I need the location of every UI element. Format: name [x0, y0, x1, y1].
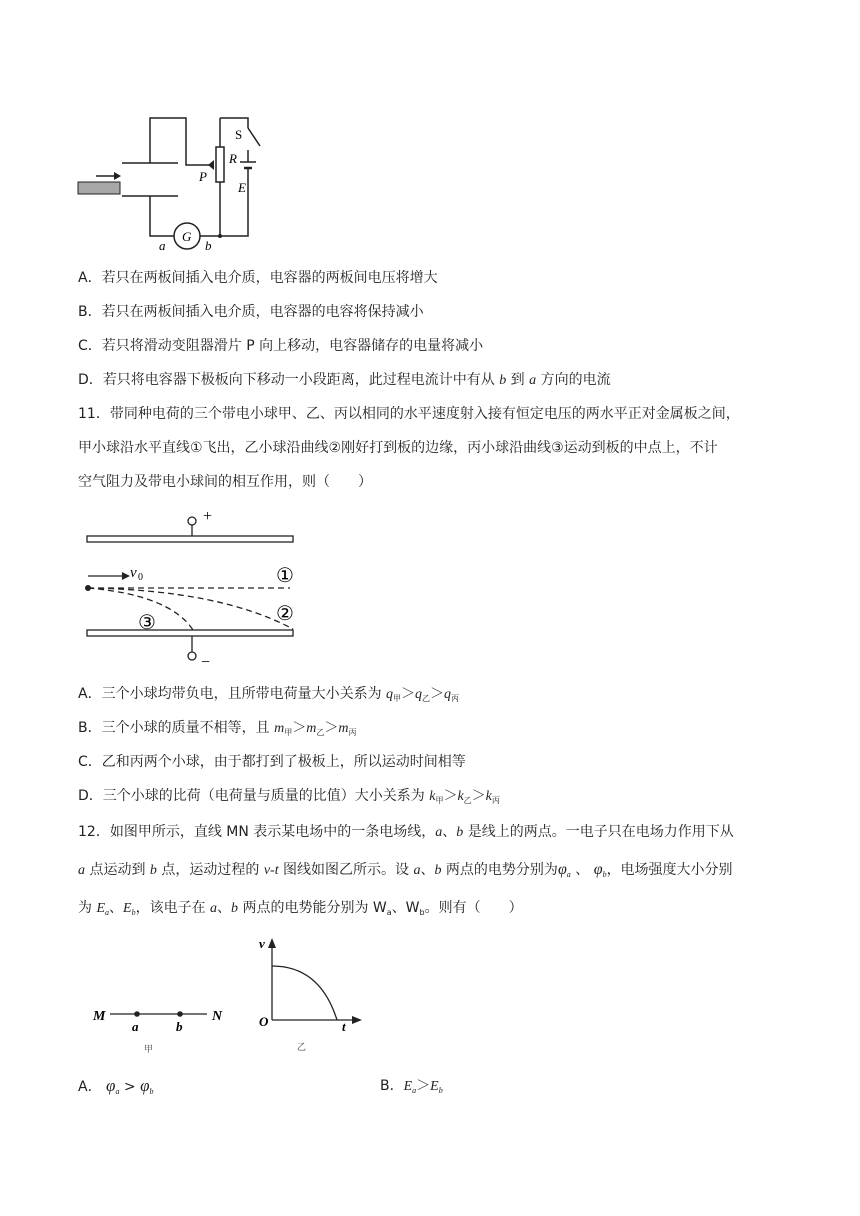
q11-option-c: C．乙和丙两个小球，由于都打到了极板上，所以运动时间相等	[78, 754, 466, 770]
point-M-label: M	[93, 1009, 106, 1024]
relation-subscript: 丙	[491, 796, 500, 805]
point-N-label: N	[212, 1009, 223, 1024]
relation-subscript: 丙	[348, 728, 357, 737]
relation-variable: m	[274, 721, 285, 736]
path-1-label: ①	[276, 565, 294, 587]
q12-stem-line-3: 为 $E_a$、$E_b$，该电子在 a、b 两点的电势能分别为 $W_a$、$W_b$。则有（ ）	[78, 900, 523, 917]
q12-stem-line-2: a 点运动到 b 点，运动过程的 v-t 图线如图乙所示。设 a、b 两点的电势分别为$\varphi_a$ 、 $\varphi_b$，电场强度大小分别	[78, 861, 733, 879]
relation-variable: k	[485, 789, 492, 804]
q12-option-b: B．$E_a>E_b$	[380, 1078, 443, 1095]
greater-than-sign: ＞	[471, 788, 486, 804]
node-b-label: b	[205, 238, 212, 253]
q12-stem-line-1: 12．如图甲所示，直线 MN 表示某电场中的一条电场线，a、b 是线上的两点。一电子只在电场力作用下从	[78, 824, 734, 840]
phi-a-symbol: φ	[557, 861, 567, 878]
minus-terminal-label: −	[201, 654, 211, 670]
charge-relation	[386, 686, 459, 702]
resistor-label: R	[229, 151, 237, 166]
relation-variable: q	[415, 687, 423, 702]
q10-option-c: C．若只将滑动变阻器滑片 P 向上移动，电容器储存的电量将减小	[78, 338, 484, 354]
battery-label: E	[238, 180, 246, 195]
capacitor-circuit-figure	[60, 108, 290, 258]
relation-subscript: 乙	[316, 728, 325, 737]
path-3-label: ③	[138, 612, 156, 634]
relation-subscript: 甲	[284, 728, 293, 737]
point-a-label: a	[132, 1019, 139, 1034]
plus-terminal-label: +	[203, 508, 213, 525]
relation-variable: k	[457, 789, 464, 804]
q10-option-b: B．若只在两板间插入电介质，电容器的电容将保持减小	[78, 304, 424, 320]
parallel-plates-figure	[70, 500, 310, 670]
axis-v-label: v	[259, 936, 265, 951]
q11-stem-line-3: 空气阻力及带电小球间的相互作用，则（ ）	[78, 474, 372, 490]
v0-subscript: 0	[138, 572, 143, 583]
point-b-label: b	[176, 1019, 183, 1034]
greater-than-sign: ＞	[292, 720, 307, 736]
mass-relation	[274, 720, 356, 736]
relation-variable: m	[338, 721, 349, 736]
v0-label: v	[130, 565, 137, 581]
specific-charge-relation	[429, 788, 500, 804]
field-line-figure	[86, 998, 236, 1058]
axis-t-label: t	[342, 1019, 346, 1034]
greater-than-sign: ＞	[443, 788, 458, 804]
figure-jia-caption: 甲	[144, 1044, 154, 1054]
relation-subscript: 甲	[435, 796, 444, 805]
path-2-label: ②	[276, 603, 294, 625]
greater-than-sign: ＞	[324, 720, 339, 736]
q11-option-a: A．三个小球均带负电，且所带电荷量大小关系为 $q_甲>q_乙>q_丙$	[78, 686, 460, 703]
figure-yi-caption: 乙	[297, 1042, 307, 1052]
slider-label: P	[199, 169, 207, 184]
q12-option-a: A． $\varphi_a > \varphi_b$	[78, 1076, 154, 1096]
q11-option-b: B．三个小球的质量不相等，且 $m_甲>m_乙>m_丙$	[78, 720, 357, 737]
relation-subscript: 丙	[451, 694, 460, 703]
node-a-label: a	[159, 238, 166, 253]
phi-b-symbol: φ	[593, 861, 603, 878]
relation-variable: m	[306, 721, 317, 736]
relation-subscript: 乙	[422, 694, 431, 703]
greater-than-sign: ＞	[401, 686, 416, 702]
origin-label: O	[259, 1014, 269, 1029]
v-t-graph-figure	[250, 932, 370, 1054]
relation-variable: k	[429, 789, 436, 804]
q10-option-d: D．若只将电容器下极板向下移动一小段距离，此过程电流计中有从 b 到 a 方向的电流	[78, 372, 611, 388]
relation-variable: q	[386, 687, 394, 702]
q10-option-a: A．若只在两板间插入电介质，电容器的两板间电压将增大	[78, 270, 438, 286]
relation-subscript: 乙	[463, 796, 472, 805]
q11-option-d: D．三个小球的比荷（电荷量与质量的比值）大小关系为 $k_甲>k_乙>k_丙$	[78, 788, 500, 805]
relation-variable: q	[444, 687, 452, 702]
switch-label: S	[235, 127, 243, 142]
galvanometer-label: G	[182, 229, 192, 244]
relation-subscript: 甲	[393, 694, 402, 703]
greater-than-sign: ＞	[430, 686, 445, 702]
q11-stem-line-1: 11．带同种电荷的三个带电小球甲、乙、丙以相同的水平速度射入接有恒定电压的两水平正对金属板之间，	[78, 406, 740, 422]
q11-stem-line-2: 甲小球沿水平直线①飞出，乙小球沿曲线②刚好打到板的边缘，丙小球沿曲线③运动到板的中点上，不计	[78, 440, 718, 456]
